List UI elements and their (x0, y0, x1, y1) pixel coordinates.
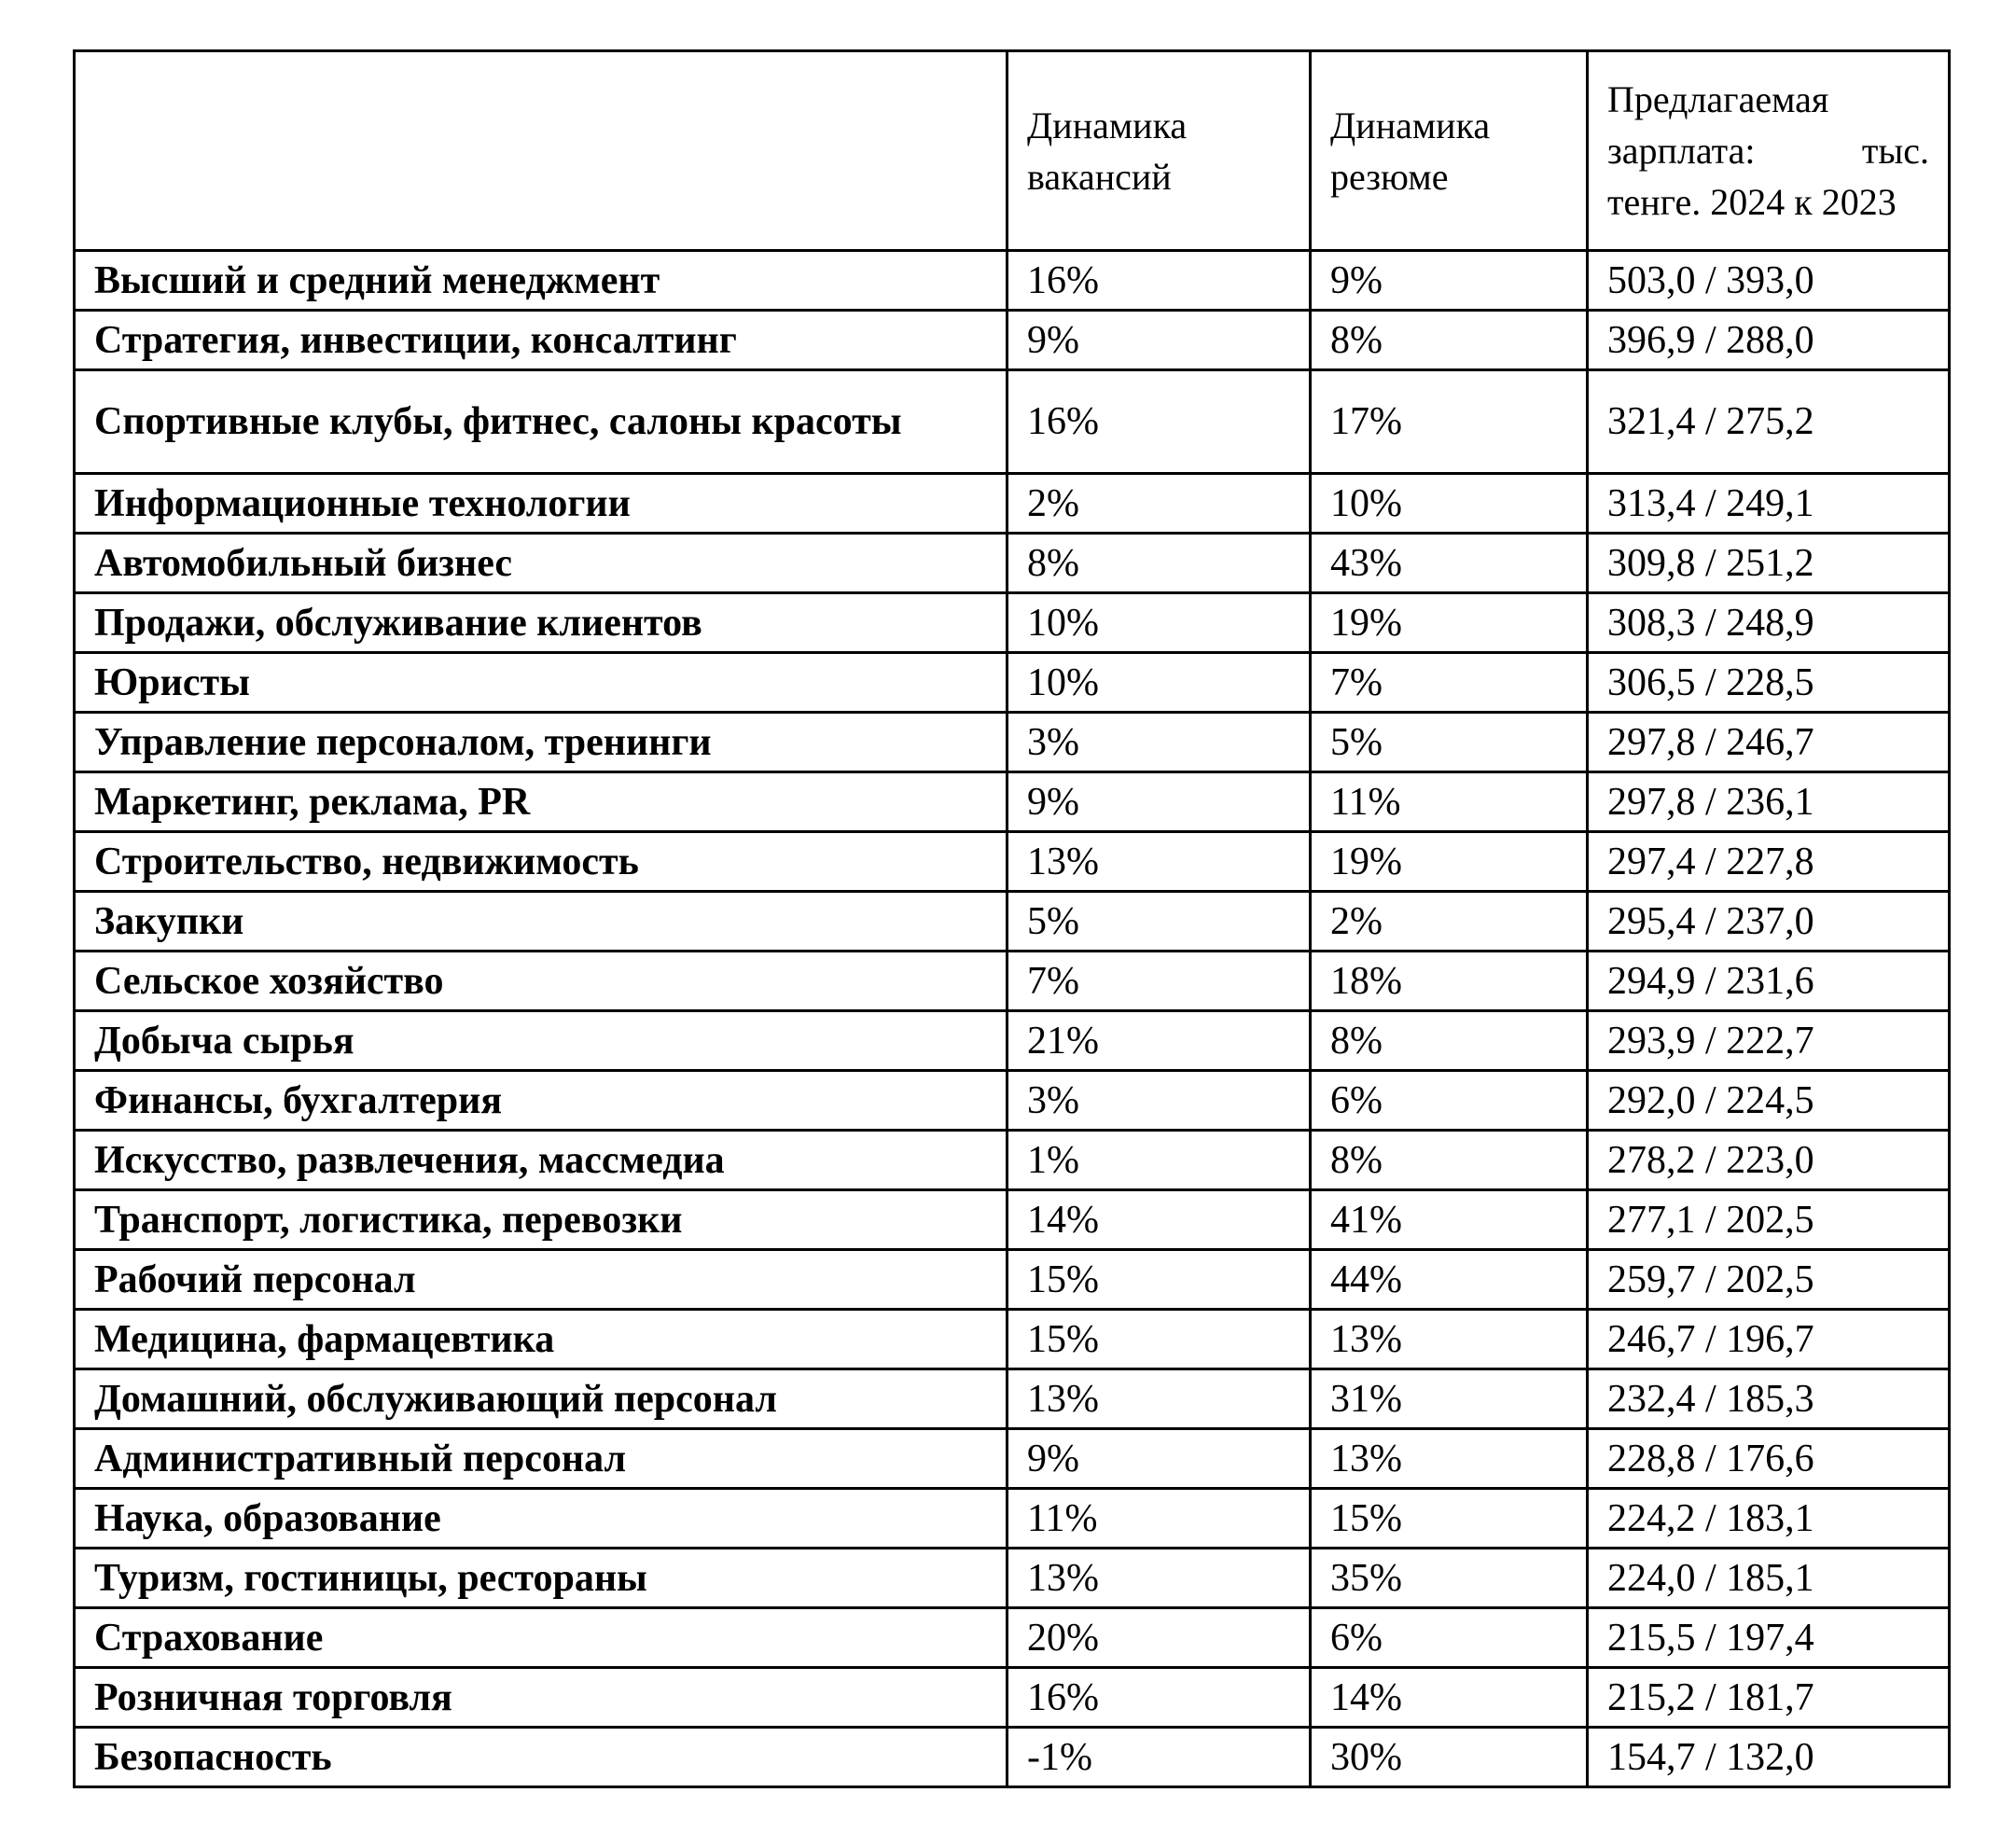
cell-salary: 297,8 / 246,7 (1588, 713, 1950, 772)
cell-vacancies: 15% (1008, 1310, 1311, 1369)
table-row (75, 1310, 1950, 1369)
cell-salary: 278,2 / 223,0 (1588, 1131, 1950, 1190)
cell-resumes: 5% (1311, 713, 1588, 772)
table-row (75, 952, 1950, 1011)
header-category (75, 51, 1008, 251)
cell-vacancies: 8% (1008, 534, 1311, 593)
cell-category: Закупки (75, 892, 1008, 952)
table-row (75, 653, 1950, 713)
cell-salary: 259,7 / 202,5 (1588, 1250, 1950, 1310)
cell-salary: 297,8 / 236,1 (1588, 772, 1950, 832)
table-row (75, 1131, 1950, 1190)
cell-salary: 321,4 / 275,2 (1588, 370, 1950, 474)
cell-salary: 308,3 / 248,9 (1588, 593, 1950, 653)
cell-salary: 215,2 / 181,7 (1588, 1668, 1950, 1728)
table-row (75, 1728, 1950, 1787)
cell-salary: 293,9 / 222,7 (1588, 1011, 1950, 1071)
cell-category: Высший и средний менеджмент (75, 251, 1008, 311)
cell-resumes: 2% (1311, 892, 1588, 952)
cell-category: Медицина, фармацевтика (75, 1310, 1008, 1369)
table-row (75, 534, 1950, 593)
cell-vacancies: 9% (1008, 772, 1311, 832)
cell-vacancies: 10% (1008, 653, 1311, 713)
cell-vacancies: 2% (1008, 474, 1311, 534)
table-row (75, 1011, 1950, 1071)
cell-category: Управление персоналом, тренинги (75, 713, 1008, 772)
cell-vacancies: 11% (1008, 1489, 1311, 1549)
cell-vacancies: 16% (1008, 251, 1311, 311)
table-row (75, 713, 1950, 772)
cell-resumes: 8% (1311, 1011, 1588, 1071)
cell-resumes: 17% (1311, 370, 1588, 474)
cell-category: Домашний, обслуживающий персонал (75, 1369, 1008, 1429)
cell-resumes: 18% (1311, 952, 1588, 1011)
cell-vacancies: 5% (1008, 892, 1311, 952)
table-row (75, 1369, 1950, 1429)
cell-salary: 224,2 / 183,1 (1588, 1489, 1950, 1549)
cell-resumes: 31% (1311, 1369, 1588, 1429)
table-row (75, 1489, 1950, 1549)
table-row (75, 251, 1950, 311)
cell-category: Розничная торговля (75, 1668, 1008, 1728)
cell-category: Строительство, недвижимость (75, 832, 1008, 892)
cell-resumes: 6% (1311, 1071, 1588, 1131)
cell-resumes: 41% (1311, 1190, 1588, 1250)
table-row (75, 1071, 1950, 1131)
cell-vacancies: 20% (1008, 1608, 1311, 1668)
salary-dynamics-table (73, 49, 1951, 1788)
cell-resumes: 15% (1311, 1489, 1588, 1549)
table-row (75, 772, 1950, 832)
cell-salary: 232,4 / 185,3 (1588, 1369, 1950, 1429)
cell-resumes: 14% (1311, 1668, 1588, 1728)
cell-salary: 224,0 / 185,1 (1588, 1549, 1950, 1608)
cell-vacancies: 1% (1008, 1131, 1311, 1190)
cell-resumes: 9% (1311, 251, 1588, 311)
cell-resumes: 43% (1311, 534, 1588, 593)
table-row (75, 1668, 1950, 1728)
cell-vacancies: 13% (1008, 832, 1311, 892)
cell-salary: 154,7 / 132,0 (1588, 1728, 1950, 1787)
table-row (75, 892, 1950, 952)
table-header-row (75, 51, 1950, 251)
cell-salary: 306,5 / 228,5 (1588, 653, 1950, 713)
cell-resumes: 10% (1311, 474, 1588, 534)
cell-salary: 277,1 / 202,5 (1588, 1190, 1950, 1250)
cell-vacancies: 16% (1008, 370, 1311, 474)
table-row (75, 1429, 1950, 1489)
cell-vacancies: 21% (1008, 1011, 1311, 1071)
cell-resumes: 6% (1311, 1608, 1588, 1668)
cell-category: Спортивные клубы, фитнес, салоны красоты (75, 370, 1008, 474)
cell-resumes: 19% (1311, 593, 1588, 653)
cell-vacancies: 14% (1008, 1190, 1311, 1250)
cell-category: Сельское хозяйство (75, 952, 1008, 1011)
table-row (75, 1190, 1950, 1250)
table-row (75, 474, 1950, 534)
cell-category: Добыча сырья (75, 1011, 1008, 1071)
cell-resumes: 11% (1311, 772, 1588, 832)
cell-vacancies: 16% (1008, 1668, 1311, 1728)
cell-resumes: 8% (1311, 1131, 1588, 1190)
cell-category: Административный персонал (75, 1429, 1008, 1489)
table-body (75, 51, 1950, 1787)
cell-category: Искусство, развлечения, массмедиа (75, 1131, 1008, 1190)
table-row (75, 1608, 1950, 1668)
cell-category: Страхование (75, 1608, 1008, 1668)
cell-salary: 295,4 / 237,0 (1588, 892, 1950, 952)
cell-salary: 297,4 / 227,8 (1588, 832, 1950, 892)
cell-category: Автомобильный бизнес (75, 534, 1008, 593)
cell-salary: 313,4 / 249,1 (1588, 474, 1950, 534)
cell-vacancies: -1% (1008, 1728, 1311, 1787)
header-vacancies: Динамика вакансий (1008, 51, 1311, 251)
cell-category: Транспорт, логистика, перевозки (75, 1190, 1008, 1250)
cell-salary: 215,5 / 197,4 (1588, 1608, 1950, 1668)
table-row (75, 1250, 1950, 1310)
cell-salary: 503,0 / 393,0 (1588, 251, 1950, 311)
cell-vacancies: 13% (1008, 1549, 1311, 1608)
cell-salary: 396,9 / 288,0 (1588, 311, 1950, 370)
cell-category: Продажи, обслуживание клиентов (75, 593, 1008, 653)
cell-vacancies: 15% (1008, 1250, 1311, 1310)
cell-category: Туризм, гостиницы, рестораны (75, 1549, 1008, 1608)
cell-resumes: 13% (1311, 1310, 1588, 1369)
cell-category: Рабочий персонал (75, 1250, 1008, 1310)
cell-resumes: 13% (1311, 1429, 1588, 1489)
cell-resumes: 8% (1311, 311, 1588, 370)
cell-resumes: 7% (1311, 653, 1588, 713)
header-salary: Предлагаемая зарплата: тыс. тенге. 2024 к 2023 (1588, 51, 1950, 251)
header-resumes: Динамика резюме (1311, 51, 1588, 251)
cell-category: Маркетинг, реклама, PR (75, 772, 1008, 832)
cell-category: Наука, образование (75, 1489, 1008, 1549)
cell-resumes: 30% (1311, 1728, 1588, 1787)
cell-salary: 246,7 / 196,7 (1588, 1310, 1950, 1369)
cell-vacancies: 3% (1008, 1071, 1311, 1131)
cell-resumes: 44% (1311, 1250, 1588, 1310)
cell-salary: 228,8 / 176,6 (1588, 1429, 1950, 1489)
cell-salary: 294,9 / 231,6 (1588, 952, 1950, 1011)
cell-category: Юристы (75, 653, 1008, 713)
cell-salary: 309,8 / 251,2 (1588, 534, 1950, 593)
cell-category: Стратегия, инвестиции, консалтинг (75, 311, 1008, 370)
table-row (75, 311, 1950, 370)
cell-vacancies: 10% (1008, 593, 1311, 653)
cell-vacancies: 7% (1008, 952, 1311, 1011)
cell-salary: 292,0 / 224,5 (1588, 1071, 1950, 1131)
cell-resumes: 19% (1311, 832, 1588, 892)
table-row (75, 370, 1950, 474)
cell-vacancies: 9% (1008, 311, 1311, 370)
cell-vacancies: 13% (1008, 1369, 1311, 1429)
table-row (75, 832, 1950, 892)
cell-category: Финансы, бухгалтерия (75, 1071, 1008, 1131)
cell-category: Безопасность (75, 1728, 1008, 1787)
cell-vacancies: 3% (1008, 713, 1311, 772)
cell-vacancies: 9% (1008, 1429, 1311, 1489)
table-row (75, 593, 1950, 653)
table-row (75, 1549, 1950, 1608)
cell-resumes: 35% (1311, 1549, 1588, 1608)
cell-category: Информационные технологии (75, 474, 1008, 534)
